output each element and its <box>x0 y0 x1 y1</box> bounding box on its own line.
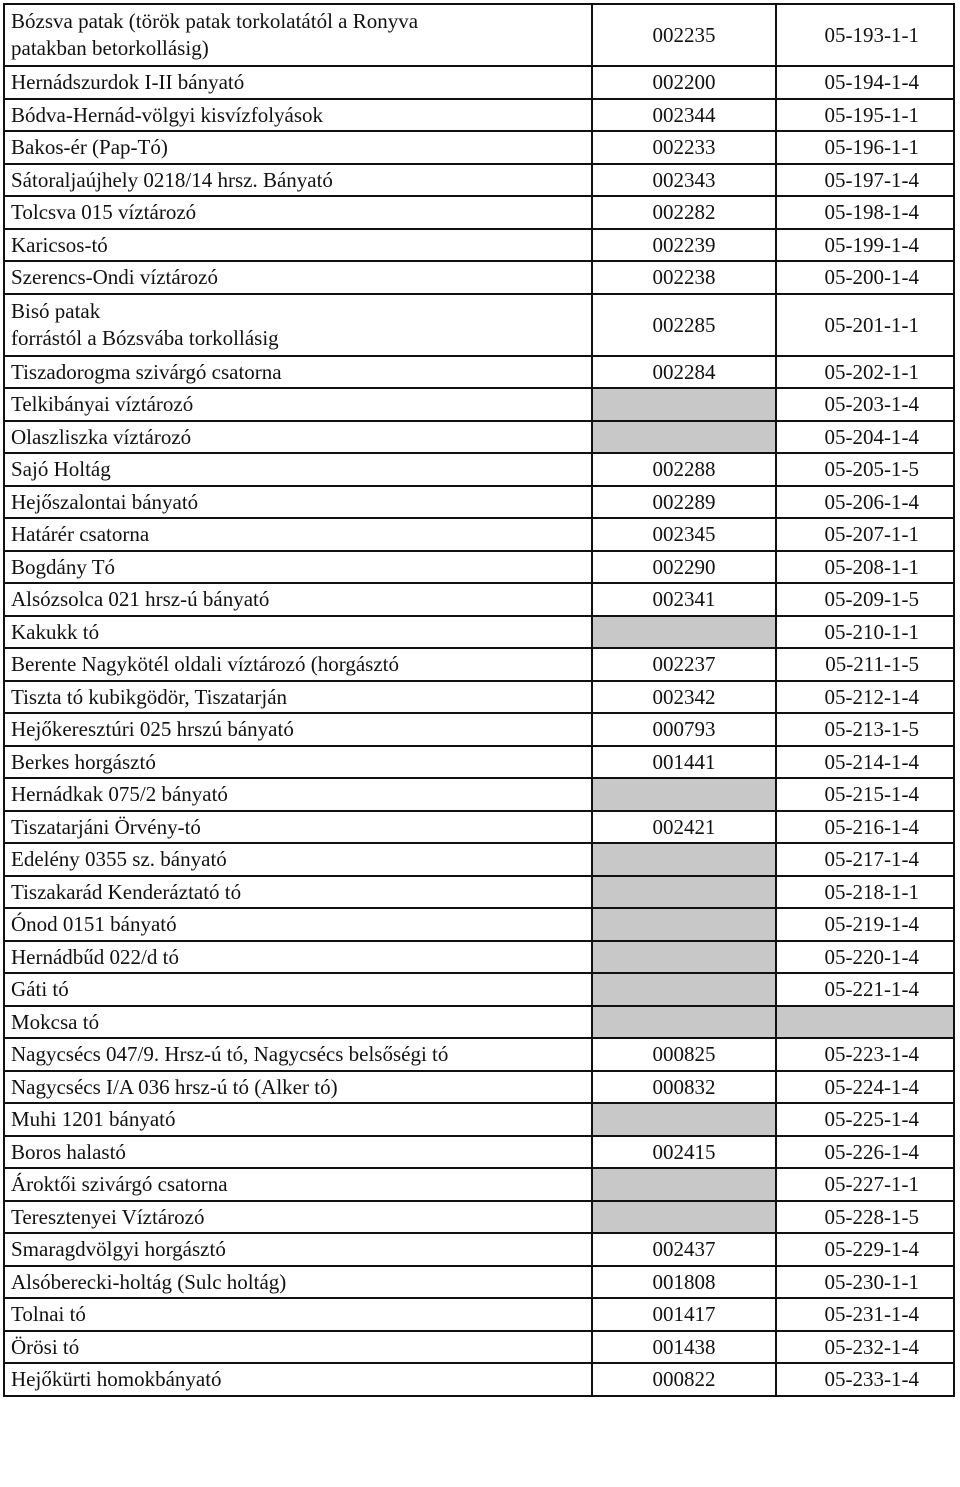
registry-number-cell: 05-203-1-4 <box>776 388 954 421</box>
table-row <box>4 1298 954 1331</box>
registry-number-cell <box>776 1006 954 1039</box>
water-body-name-cell: Határér csatorna <box>4 518 592 551</box>
table-row <box>4 1201 954 1234</box>
registry-number-cell: 05-198-1-4 <box>776 196 954 229</box>
code-cell: 000822 <box>592 1363 776 1396</box>
registry-number-cell: 05-223-1-4 <box>776 1038 954 1071</box>
table-row <box>4 486 954 519</box>
water-body-name-cell: Tolcsva 015 víztározó <box>4 196 592 229</box>
code-cell: 000793 <box>592 713 776 746</box>
water-body-name-cell: Kakukk tó <box>4 616 592 649</box>
registry-number-cell: 05-226-1-4 <box>776 1136 954 1169</box>
water-body-name-cell: Tiszakarád Kenderáztató tó <box>4 876 592 909</box>
water-body-name-cell: Gáti tó <box>4 973 592 1006</box>
registry-number-cell: 05-225-1-4 <box>776 1103 954 1136</box>
table-row <box>4 583 954 616</box>
table-row <box>4 1136 954 1169</box>
code-cell: 001417 <box>592 1298 776 1331</box>
registry-number-cell: 05-227-1-1 <box>776 1168 954 1201</box>
registry-number-cell: 05-206-1-4 <box>776 486 954 519</box>
code-cell: 002344 <box>592 99 776 132</box>
name-line: Bisó patak <box>11 298 101 323</box>
table-row <box>4 908 954 941</box>
code-cell <box>592 973 776 1006</box>
registry-number-cell: 05-208-1-1 <box>776 551 954 584</box>
water-body-name-cell: Tiszadorogma szivárgó csatorna <box>4 356 592 389</box>
table-row <box>4 421 954 454</box>
water-body-name-cell: Alsózsolca 021 hrsz-ú bányató <box>4 583 592 616</box>
water-body-name-cell: Sajó Holtág <box>4 453 592 486</box>
name-line: Bózsva patak (török patak torkolatától a Ronyva <box>11 9 419 33</box>
water-body-name-cell: Muhi 1201 bányató <box>4 1103 592 1136</box>
table-row <box>4 1331 954 1364</box>
code-cell: 002238 <box>592 261 776 294</box>
water-body-name-cell: Karicsos-tó <box>4 229 592 262</box>
table-row <box>4 131 954 164</box>
code-cell <box>592 941 776 974</box>
water-body-name-cell: Hernádbűd 022/d tó <box>4 941 592 974</box>
registry-number-cell: 05-214-1-4 <box>776 746 954 779</box>
code-cell <box>592 778 776 811</box>
code-cell <box>592 876 776 909</box>
water-body-name-cell: Alsóberecki-holtág (Sulc holtág) <box>4 1266 592 1299</box>
table-row <box>4 518 954 551</box>
table-row <box>4 388 954 421</box>
registry-number-cell: 05-217-1-4 <box>776 843 954 876</box>
table-row <box>4 164 954 197</box>
code-cell <box>592 616 776 649</box>
table-row <box>4 294 954 356</box>
table-body <box>4 4 954 1396</box>
code-cell: 002200 <box>592 66 776 99</box>
table-row <box>4 1071 954 1104</box>
registry-number-cell: 05-233-1-4 <box>776 1363 954 1396</box>
table-row <box>4 1363 954 1396</box>
water-body-name-cell: Nagycsécs I/A 036 hrsz-ú tó (Alker tó) <box>4 1071 592 1104</box>
code-cell: 002343 <box>592 164 776 197</box>
water-body-name-cell: Bogdány Tó <box>4 551 592 584</box>
code-cell <box>592 1006 776 1039</box>
water-body-name-cell: Sátoraljaújhely 0218/14 hrsz. Bányató <box>4 164 592 197</box>
water-body-name-cell: Bakos-ér (Pap-Tó) <box>4 131 592 164</box>
code-cell <box>592 421 776 454</box>
table-row <box>4 778 954 811</box>
water-body-name-cell <box>4 294 592 356</box>
code-cell <box>592 1103 776 1136</box>
water-body-name-cell: Örösi tó <box>4 1331 592 1364</box>
registry-number-cell: 05-232-1-4 <box>776 1331 954 1364</box>
registry-number-cell: 05-229-1-4 <box>776 1233 954 1266</box>
code-cell: 002233 <box>592 131 776 164</box>
code-cell: 002284 <box>592 356 776 389</box>
registry-number-cell: 05-200-1-4 <box>776 261 954 294</box>
water-body-name-cell: Telkibányai víztározó <box>4 388 592 421</box>
code-cell: 002341 <box>592 583 776 616</box>
water-body-name-cell: Nagycsécs 047/9. Hrsz-ú tó, Nagycsécs belsőségi tó <box>4 1038 592 1071</box>
registry-number-cell: 05-221-1-4 <box>776 973 954 1006</box>
registry-number-cell: 05-224-1-4 <box>776 1071 954 1104</box>
registry-number-cell: 05-209-1-5 <box>776 583 954 616</box>
water-body-name-cell: Bódva-Hernád-völgyi kisvízfolyások <box>4 99 592 132</box>
registry-number-cell: 05-219-1-4 <box>776 908 954 941</box>
table-row <box>4 1038 954 1071</box>
water-body-name-cell: Hejőszalontai bányató <box>4 486 592 519</box>
code-cell: 001441 <box>592 746 776 779</box>
code-cell: 002237 <box>592 648 776 681</box>
table-row <box>4 1233 954 1266</box>
registry-number-cell: 05-207-1-1 <box>776 518 954 551</box>
water-body-name-cell: Tolnai tó <box>4 1298 592 1331</box>
water-body-name-cell: Tiszta tó kubikgödör, Tiszatarján <box>4 681 592 714</box>
water-body-name-cell: Smaragdvölgyi horgásztó <box>4 1233 592 1266</box>
water-body-name-cell: Hejőkeresztúri 025 hrszú bányató <box>4 713 592 746</box>
water-body-name-cell: Ároktői szivárgó csatorna <box>4 1168 592 1201</box>
registry-number-cell: 05-230-1-1 <box>776 1266 954 1299</box>
registry-number-cell: 05-216-1-4 <box>776 811 954 844</box>
water-body-name-cell: Mokcsa tó <box>4 1006 592 1039</box>
code-cell: 000832 <box>592 1071 776 1104</box>
name-line: forrástól a Bózsvába torkollásig <box>11 325 279 350</box>
table-row <box>4 616 954 649</box>
code-cell: 002421 <box>592 811 776 844</box>
registry-number-cell: 05-199-1-4 <box>776 229 954 262</box>
registry-number-cell: 05-212-1-4 <box>776 681 954 714</box>
code-cell: 002239 <box>592 229 776 262</box>
registry-number-cell: 05-194-1-4 <box>776 66 954 99</box>
table-row <box>4 648 954 681</box>
code-cell: 000825 <box>592 1038 776 1071</box>
registry-number-cell: 05-204-1-4 <box>776 421 954 454</box>
registry-number-cell: 05-215-1-4 <box>776 778 954 811</box>
table-row <box>4 876 954 909</box>
table-row <box>4 1006 954 1039</box>
table-row <box>4 843 954 876</box>
water-body-name-cell: Olaszliszka víztározó <box>4 421 592 454</box>
water-body-name-cell: Szerencs-Ondi víztározó <box>4 261 592 294</box>
registry-number-cell: 05-228-1-5 <box>776 1201 954 1234</box>
water-body-name-cell: Ónod 0151 bányató <box>4 908 592 941</box>
table-row <box>4 1103 954 1136</box>
water-body-name-cell: Edelény 0355 sz. bányató <box>4 843 592 876</box>
code-cell: 002345 <box>592 518 776 551</box>
table-row <box>4 713 954 746</box>
table-row <box>4 66 954 99</box>
code-cell: 002415 <box>592 1136 776 1169</box>
water-body-name-cell: Hejőkürti homokbányató <box>4 1363 592 1396</box>
table-row <box>4 196 954 229</box>
water-body-name-cell: Hernádkak 075/2 bányató <box>4 778 592 811</box>
code-cell <box>592 843 776 876</box>
registry-number-cell: 05-202-1-1 <box>776 356 954 389</box>
code-cell: 002288 <box>592 453 776 486</box>
code-cell: 002290 <box>592 551 776 584</box>
code-cell: 002282 <box>592 196 776 229</box>
table-row <box>4 811 954 844</box>
code-cell <box>592 1168 776 1201</box>
registry-number-cell: 05-193-1-1 <box>776 4 954 66</box>
table-row <box>4 1266 954 1299</box>
water-body-name-cell <box>4 4 592 66</box>
water-body-name-cell: Hernádszurdok I-II bányató <box>4 66 592 99</box>
registry-number-cell: 05-197-1-4 <box>776 164 954 197</box>
registry-number-cell: 05-201-1-1 <box>776 294 954 356</box>
code-cell: 001808 <box>592 1266 776 1299</box>
registry-number-cell: 05-196-1-1 <box>776 131 954 164</box>
code-cell: 002437 <box>592 1233 776 1266</box>
water-body-table <box>3 3 955 1397</box>
registry-number-cell: 05-220-1-4 <box>776 941 954 974</box>
code-cell: 002285 <box>592 294 776 356</box>
table-row <box>4 99 954 132</box>
table-row <box>4 1168 954 1201</box>
registry-number-cell: 05-218-1-1 <box>776 876 954 909</box>
water-body-name-cell: Tiszatarjáni Örvény-tó <box>4 811 592 844</box>
registry-number-cell: 05-231-1-4 <box>776 1298 954 1331</box>
code-cell: 002235 <box>592 4 776 66</box>
code-cell <box>592 388 776 421</box>
registry-number-cell: 05-210-1-1 <box>776 616 954 649</box>
code-cell: 001438 <box>592 1331 776 1364</box>
code-cell <box>592 908 776 941</box>
code-cell <box>592 1201 776 1234</box>
registry-number-cell: 05-213-1-5 <box>776 713 954 746</box>
name-line: patakban betorkollásig) <box>11 36 209 60</box>
registry-number-cell: 05-211-1-5 <box>776 648 954 681</box>
table-row <box>4 551 954 584</box>
code-cell: 002289 <box>592 486 776 519</box>
table-row <box>4 941 954 974</box>
table-row <box>4 261 954 294</box>
table-row <box>4 746 954 779</box>
registry-number-cell: 05-195-1-1 <box>776 99 954 132</box>
water-body-name-cell: Berente Nagykötél oldali víztározó (horgásztó <box>4 648 592 681</box>
water-body-name-cell: Berkes horgásztó <box>4 746 592 779</box>
code-cell: 002342 <box>592 681 776 714</box>
table-row <box>4 356 954 389</box>
table-row <box>4 681 954 714</box>
water-body-name-cell: Teresztenyei Víztározó <box>4 1201 592 1234</box>
table-row <box>4 4 954 66</box>
table-row <box>4 973 954 1006</box>
table-row <box>4 229 954 262</box>
table-row <box>4 453 954 486</box>
registry-number-cell: 05-205-1-5 <box>776 453 954 486</box>
water-body-name-cell: Boros halastó <box>4 1136 592 1169</box>
